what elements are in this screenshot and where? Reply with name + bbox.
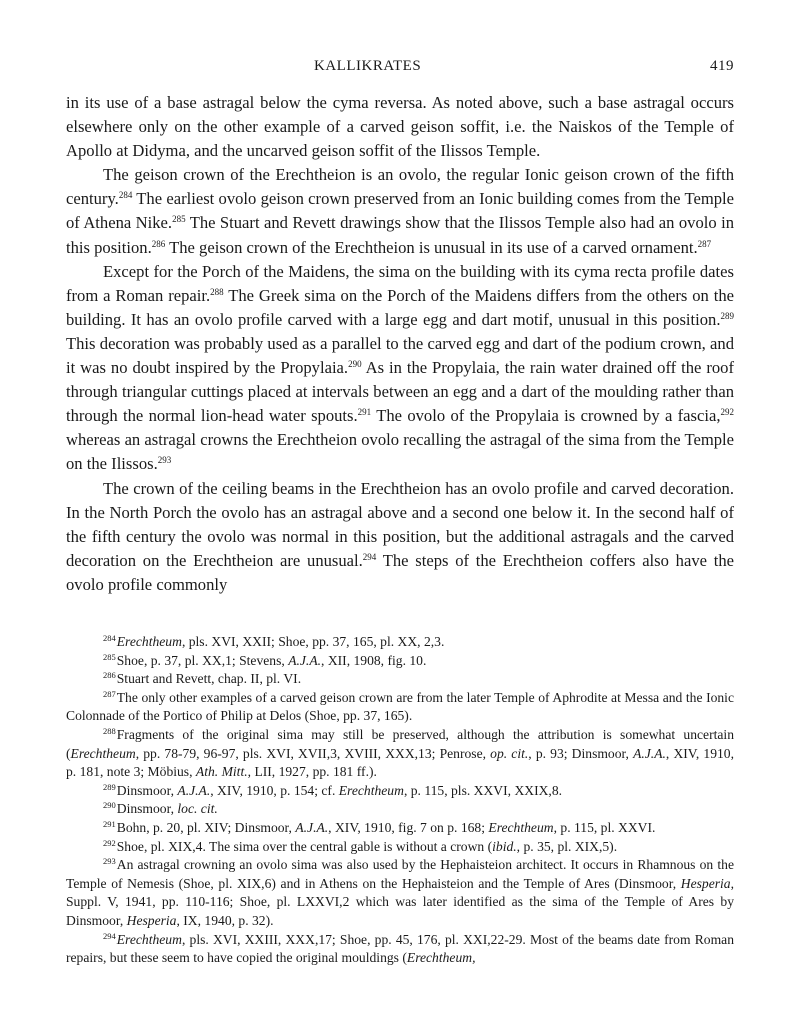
text-run: , p. 93; Dinsmoor, [528, 745, 634, 761]
footnote-reference: 290 [348, 359, 362, 370]
footnote-number: 285 [103, 651, 116, 662]
text-run: , p. 115, pls. XXVI, XXIX,8. [403, 782, 563, 798]
footnote-number: 286 [103, 670, 116, 681]
footnote-reference: 293 [157, 455, 172, 466]
footnote [66, 726, 734, 782]
italic-citation: Erechtheum [488, 819, 554, 835]
italic-citation: loc. cit. [177, 801, 218, 817]
text-run: , LII, 1927, pp. 181 ff.). [247, 764, 377, 780]
footnote-reference: 292 [720, 407, 734, 418]
footnote-reference: 291 [357, 407, 372, 418]
text-run: The crown of the ceiling beams in the Erechtheion has an ovolo profile and carved decoration. In the North Porch the ovolo has an astragal above and a second one below it. In the second half of the fifth century the ovolo was normal in this position, but the additional astragals and the carved decoration on the Erechtheion are unusual. [66, 478, 734, 570]
footnote [66, 819, 734, 838]
text-run: As in the Propylaia, the rain water drained off the roof through triangular cuttings placed at intervals between an egg and a dart of the moulding rather than through the normal lion-head water spouts. [66, 358, 735, 426]
italic-citation: Ath. Mitt. [195, 764, 248, 780]
footnote-reference: 286 [151, 238, 166, 249]
footnote [66, 856, 734, 930]
text-run: Bohn, p. 20, pl. XIV; Dinsmoor, [116, 819, 296, 835]
text-run: , Suppl. V, 1941, pp. 110-116; Shoe, pl. LXXVI,2 which was later identified as the sima of the Temple of Ares by Dinsmoor, [66, 875, 734, 928]
text-run: , pls. XVI, XXIII, XXX,17; Shoe, pp. 45, 176, pl. XXI,22-29. Most of the beams date from Roman repairs, but these seem to have copied the original mouldings ( [66, 931, 734, 966]
text-run: Fragments of the original sima may still be preserved, although the attribution is somewhat uncertain ( [66, 726, 734, 761]
text-run: The Greek sima on the Porch of the Maidens differs from the others on the building. It has an ovolo profile carved with a large egg and dart motif, unusual in this position. [66, 285, 734, 329]
text-run: An astragal crowning an ovolo sima was also used by the Hephaisteion architect. It occurs in Rhamnous on the Temple of Nemesis (Shoe, pl. XIX,6) and in Athens on the Hephaisteion and the Temple of Ares (Dinsmoor, [66, 857, 734, 891]
text-run: Shoe, p. 37, pl. XX,1; Stevens, [116, 652, 289, 668]
italic-citation: A.J.A. [295, 819, 329, 835]
text-run: The only other examples of a carved geison crown are from the later Temple of Aphrodite at Messa and the Ionic Colonnade of the Portico of Philip at Delos (Shoe, pp. 37, 165). [66, 689, 734, 724]
footnote [66, 689, 734, 726]
footnotes [66, 633, 734, 968]
page-header [66, 58, 734, 78]
text-run: , XIV, 1910, p. 181, note 3; Möbius, [66, 745, 734, 780]
body-paragraph [66, 260, 734, 477]
text-run: , pls. XVI, XXII; Shoe, pp. 37, 165, pl. XX, 2,3. [181, 634, 445, 649]
footnote-number: 294 [103, 930, 116, 941]
footnote [66, 633, 734, 652]
text-run: The Stuart and Revett drawings show that the Ilissos Temple also had an ovolo in this position. [66, 213, 734, 257]
text-run: , p. 35, pl. XIX,5). [516, 838, 618, 854]
text-run: Shoe, pl. XIX,4. The sima over the central gable is without a crown ( [116, 838, 493, 854]
text-run: The steps of the Erechtheion coffers also have the ovolo profile commonly [66, 550, 735, 594]
footnote-number: 292 [103, 837, 116, 848]
italic-citation: Erechtheum [338, 782, 404, 798]
footnote-number: 287 [103, 688, 116, 699]
footnote-reference: 289 [720, 310, 734, 321]
footnote-reference: 284 [118, 190, 133, 201]
italic-citation: A.J.A. [177, 782, 211, 798]
italic-citation: A.J.A. [633, 745, 666, 761]
text-run: The ovolo of the Propylaia is crowned by a fascia, [371, 406, 721, 426]
text-run: , XIV, 1910, fig. 7 on p. 168; [328, 819, 489, 835]
text-run: whereas an astragal crowns the Erechtheion ovolo recalling the astragal of the sima from the Temple on the Ilissos. [66, 430, 734, 474]
text-run: This decoration was probably used as a parallel to the carved egg and dart of the podium crown, and it was no doubt inspired by the Propylaia. [66, 333, 734, 378]
body-paragraph [66, 163, 734, 259]
footnote-number: 289 [103, 781, 116, 792]
footnote-number: 288 [103, 725, 116, 736]
italic-citation: Erechtheum [70, 745, 136, 761]
running-title: KALLIKRATES [314, 58, 422, 74]
text-run: , pp. 78-79, 96-97, pls. XVI, XVII,3, XVIII, XXX,13; Penrose, [135, 745, 491, 761]
page-number: 419 [710, 58, 734, 74]
footnote-number: 293 [103, 856, 116, 867]
italic-citation: Hesperia [680, 875, 731, 891]
footnote [66, 838, 734, 857]
footnote [66, 931, 734, 968]
text-run: , XII, 1908, fig. 10. [321, 652, 427, 668]
text-run: Dinsmoor, [116, 782, 178, 798]
footnote-number: 291 [103, 818, 116, 829]
text-run: The geison crown of the Erechtheion is unusual in its use of a carved ornament. [165, 237, 698, 257]
footnote-reference: 287 [697, 238, 712, 249]
text-run: , p. 115, pl. XXVI. [553, 819, 656, 835]
text-run: Stuart and Revett, chap. II, pl. VI. [116, 671, 302, 687]
italic-citation: A.J.A. [288, 652, 322, 668]
italic-citation: Hesperia [126, 912, 177, 928]
footnote [66, 670, 734, 689]
footnote [66, 782, 734, 801]
body-paragraph [66, 477, 734, 597]
italic-citation: Erechtheum [116, 931, 182, 947]
footnote [66, 800, 734, 819]
text-run: Except for the Porch of the Maidens, the sima on the building with its cyma recta profile dates from a Roman repair. [66, 261, 734, 305]
text-run: in its use of a base astragal below the cyma reversa. As noted above, such a base astragal occurs elsewhere only on the other example of a carved geison soffit, i.e. the Naiskos of the Temple of Apollo at Didyma, and the uncarved geison soffit of the Ilissos Temple. [66, 93, 734, 161]
italic-citation: op. cit. [490, 745, 529, 761]
body-paragraph [66, 91, 734, 163]
text-run: The geison crown of the Erechtheion is an ovolo, the regular Ionic geison crown of the fifth century. [66, 165, 734, 209]
footnote-number: 284 [103, 633, 116, 643]
text-run: , XIV, 1910, p. 154; cf. [210, 782, 339, 798]
footnote-reference: 285 [172, 214, 186, 225]
footnote-reference: 294 [362, 551, 377, 562]
text-run: Dinsmoor, [116, 801, 178, 817]
text-run: The earliest ovolo geison crown preserved from an Ionic building comes from the Temple of Athena Nike. [66, 189, 734, 233]
text-run: , IX, 1940, p. 32). [176, 912, 274, 928]
italic-citation: ibid. [492, 838, 517, 854]
italic-citation: Erechtheum, [406, 950, 476, 966]
footnote-number: 290 [103, 800, 116, 811]
footnote-reference: 288 [210, 286, 224, 297]
footnote [66, 652, 734, 671]
italic-citation: Erechtheum [116, 634, 182, 649]
body-text [66, 91, 734, 597]
